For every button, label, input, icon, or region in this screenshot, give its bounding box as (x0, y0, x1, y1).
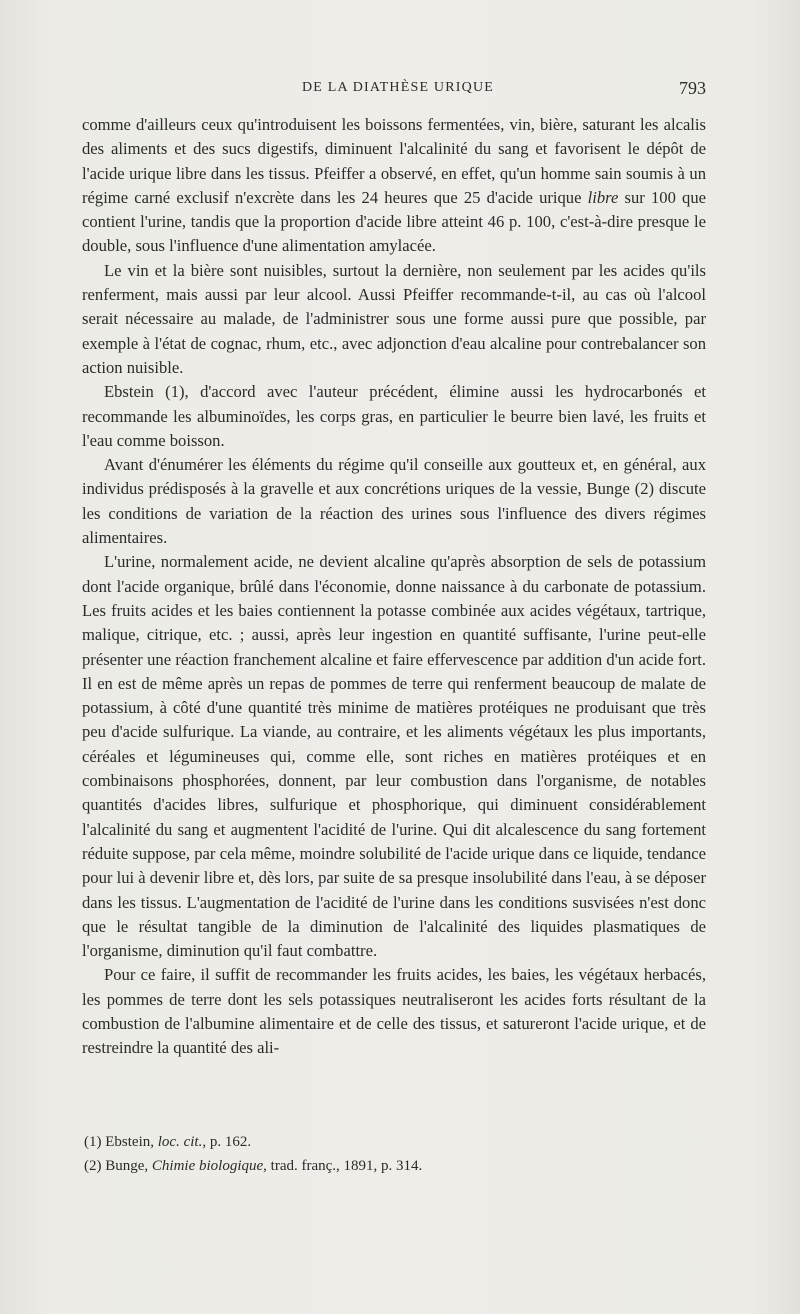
paragraph-6: Pour ce faire, il suffit de recommander les fruits acides, les baies, les végétaux herbacés, les pommes de terre dont les sels potassiques neutraliseront les acides forts résultant de la combustion de l'albumine alimentaire et de celle des tissus, et satureront l'acide urique, et de restreindre la quantité des ali- (82, 965, 706, 1058)
footnote-1-text-a: Ebstein, (101, 1134, 158, 1150)
footnote-1 (84, 1130, 704, 1154)
page-number: 793 (679, 78, 706, 98)
paragraph-1-italic: libre (587, 187, 619, 207)
paragraph-2: Le vin et la bière sont nuisibles, surtout la dernière, non seulement par les acides qu'ils renferment, mais aussi par leur alcool. Aussi Pfeiffer recommande-t-il, au cas où l'alcool serait nécessaire au malade, de l'administrer sous une forme aussi pure que possible, par exemple à l'état de cognac, rhum, etc., avec adjonction d'eau alcaline pour contrebalancer son action nuisible. (82, 260, 706, 377)
paragraph-1 (82, 113, 706, 259)
footnote-2-text-a: Bunge, (101, 1158, 152, 1174)
running-title: DE LA DIATHÈSE URIQUE (301, 80, 495, 95)
paragraph-1-text-a: comme d'ailleurs ceux qu'introduisent les boissons fermentées, vin, bière, saturant les alcalis des aliments et des sucs digestifs, diminuent l'alcalinité du sang et favorisent le dépôt de l'acide urique libre dans les tissus. Pfeiffer a observé, en effet, qu'un homme sain soumis à un régime carné exclusif n'excrète dans les 24 heures que 25 d'acide urique (82, 115, 706, 207)
paragraph-4: Avant d'énumérer les éléments du régime qu'il conseille aux goutteux et, en général, aux individus prédisposés à la gravelle et aux concrétions uriques de la vessie, Bunge (2) discute les conditions de variation de la réaction des urines sous l'influence des divers régimes alimentaires. (82, 455, 706, 548)
paragraph-3: Ebstein (1), d'accord avec l'auteur précédent, élimine aussi les hydrocarbonés et recommande les albuminoïdes, les corps gras, en particulier le beurre bien lavé, les fruits et l'eau comme boisson. (82, 382, 706, 450)
footnotes (84, 1130, 704, 1178)
paragraph-1-text-b: sur 100 que contient l'urine, tandis que la proportion d'acide libre atteint 46 p. 100, c'est-à-dire presque le double, sous l'influence d'une alimentation amylacée. (82, 187, 706, 256)
body-text (82, 113, 706, 1061)
footnote-2-italic: Chimie biologique (151, 1158, 264, 1174)
footnote-1-mark: (1) (84, 1134, 102, 1150)
footnote-2-text-b: , trad. franç., 1891, p. 314. (263, 1158, 423, 1174)
paragraph-5: L'urine, normalement acide, ne devient alcaline qu'après absorption de sels de potassium dont l'acide organique, brûlé dans l'économie, donne naissance à du carbonate de potassium. Les fruits acides et les baies contiennent la potasse combinée aux acides végétaux, tartrique, malique, citrique, etc. ; aussi, après leur ingestion en quantité suffisante, l'urine peut-elle présenter une réaction franchement alcaline et faire effervescence par addition d'un acide fort. Il en est de même après un repas de pommes de terre qui renferment beaucoup de malate de potassium, à côté d'une quantité très minime de matières protéiques ne produisant que très peu d'acide sulfurique. La viande, au contraire, et les aliments végétaux les plus importants, céréales et légumineuses qui, comme elle, sont riches en matières protéiques et en combinaisons phosphorées, donnent, par leur combustion dans l'organisme, de notables quantités d'acides libres, sulfurique et phosphorique, qui diminuent considérablement l'alcalinité du sang et augmentent l'acidité de l'urine. Qui dit alcalescence du sang fortement réduite suppose, par cela même, moindre solubilité de l'acide urique dans ce liquide, tendance pour lui à devenir libre et, dès lors, par suite de sa presque insolubilité dans l'eau, à se déposer dans les tissus. L'augmentation de l'acidité de l'urine dans les conditions susvisées n'est donc que le résultat tangible de la diminution de l'alcalinité des liquides plasmatiques de l'organisme, diminution qu'il faut combattre. (82, 552, 706, 961)
footnote-1-italic: loc. cit. (157, 1134, 203, 1150)
running-header (82, 78, 714, 102)
footnote-1-text-b: , p. 162. (202, 1134, 252, 1150)
footnote-2-mark: (2) (84, 1158, 102, 1174)
footnote-2 (84, 1154, 704, 1178)
